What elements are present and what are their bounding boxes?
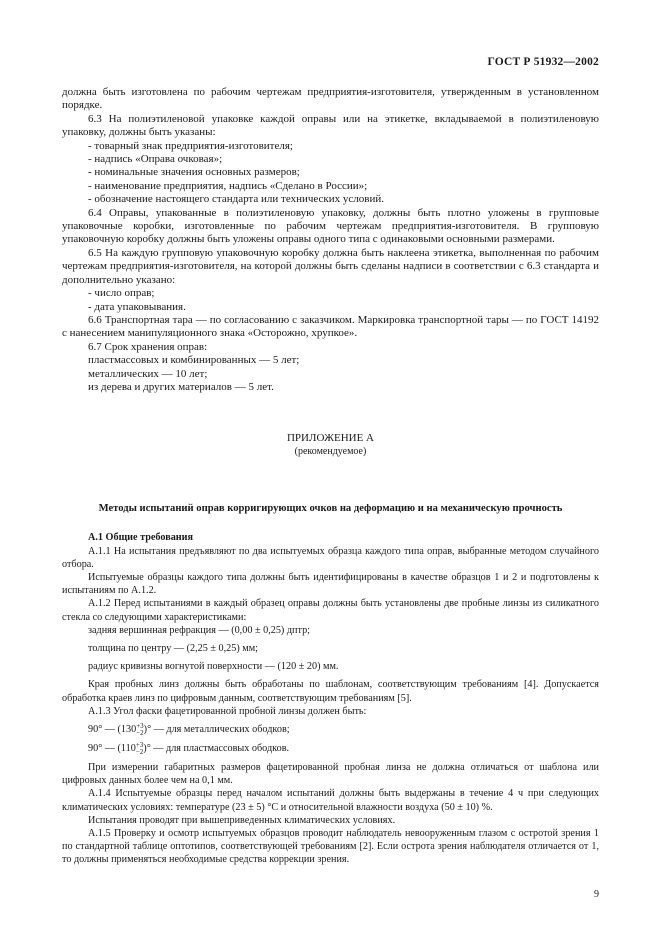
tolerance-upper: +3 (135, 740, 144, 749)
paragraph-6-7: 6.7 Срок хранения оправ: (88, 340, 208, 353)
angle-metal (62, 723, 599, 737)
paragraph-a-1-5: А.1.5 Проверку и осмотр испытуемых образцов проводит наблюдатель невооруженным глазом с остротой зрения 1 по стандартной таблице оптотипов, соответствующей требованиям [2]. Если острота зрения наблюдателя отличается от 1, то должны применяться необходимые средства коррекции зрения. (62, 828, 599, 866)
paragraph-edges: Края пробных линз должны быть обработаны по шаблонам, соответствующим требованиям [4]. Допускается обработка краев линз по цифровым данным, соответствующим требованиям [5]. (62, 679, 599, 704)
paragraph-6-3: 6.3 На полиэтиленовой упаковке каждой оправы или на этикетке, вкладываемой в полиэтиленовую упаковку, должны быть указаны: (62, 112, 599, 139)
section-title: А.1 Общие требования (88, 532, 194, 544)
paragraph-a-1-1: А.1.1 На испытания предъявляют по два испытуемых образца каждого типа оправ, выбранные методом случайного отбора. (62, 545, 599, 570)
list-item: - число оправ; (88, 287, 155, 300)
angle-plastic (62, 742, 599, 756)
paragraph-a-1-1-b: Испытуемые образцы каждого типа должны быть идентифицированы в качестве образцов 1 и 2 и подготовлены к испытаниям по А.1.2. (62, 571, 599, 597)
paragraph-a-1-4-b: Испытания проводят при вышеприведенных климатических условиях. (88, 814, 396, 826)
tolerance (136, 723, 143, 737)
characteristic-item: задняя вершинная рефракция — (0,00 ± 0,25) дптр; (88, 624, 311, 636)
angle-value: 90° — (130 (88, 723, 137, 735)
main-text (62, 86, 599, 867)
list-item: - наименование предприятия, надпись «Сделано в России»; (88, 179, 368, 192)
characteristic-item: радиус кривизны вогнутой поверхности — (120 ± 20) мм. (88, 661, 339, 673)
tolerance-upper: +3 (136, 721, 144, 730)
document-code-header: ГОСТ Р 51932—2002 (487, 56, 599, 68)
paragraph-a-1-4: А.1.4 Испытуемые образцы перед началом испытаний должны быть выдержаны в течение 4 ч при следующих климатических условиях: температуре (23 ± 5) °С и относительной влажности воздуха (50 ± 10) %. (62, 788, 599, 813)
angle-description: )° — для пластмассовых ободков. (143, 742, 290, 754)
angle-description: )° — для металлических ободков; (143, 723, 290, 735)
list-item: - обозначение настоящего стандарта или технических условий. (88, 193, 384, 206)
paragraph-6-4: 6.4 Оправы, упакованные в полиэтиленовую упаковку, должны быть плотно уложены в групповые упаковочные коробки, изготовленные по рабочим чертежам предприятия-изготовителя. В групповую упаковочную коробку должны быть уложены оправы одного типа с одинаковыми основными размерами. (62, 206, 599, 246)
angle-value: 90° — (110 (88, 742, 136, 754)
paragraph-a-1-3: А.1.3 Угол фаски фацетированной пробной линзы должен быть: (88, 705, 367, 717)
page-number: 9 (594, 889, 599, 900)
tolerance-lower: −2 (135, 747, 144, 756)
list-item: - номинальные значения основных размеров; (88, 166, 300, 179)
appendix-subtitle: (рекомендуемое) (294, 446, 367, 458)
paragraph-6-6: 6.6 Транспортная тара — по согласованию с заказчиком. Маркировка транспортной тары — по ГОСТ 14192 с нанесением манипуляционного знака «Осторожно, хрупкое». (62, 313, 599, 340)
list-item: - дата упаковывания. (88, 300, 186, 313)
characteristic-item: толщина по центру — (2,25 ± 0,25) мм; (88, 642, 259, 654)
list-item: из дерева и других материалов — 5 лет. (88, 380, 274, 393)
list-item: металлических — 10 лет; (88, 367, 208, 380)
list-item: - надпись «Оправа очковая»; (88, 153, 223, 166)
section-a1 (62, 531, 599, 866)
paragraph-a-1-2: А.1.2 Перед испытаниями в каждый образец оправы должны быть установлены две пробные линзы из силикатного стекла со следующими характеристиками: (62, 598, 599, 623)
list-item: пластмассовых и комбинированных — 5 лет; (88, 354, 300, 367)
tolerance-lower: −2 (136, 728, 144, 737)
appendix-heading (62, 432, 599, 458)
methods-title: Методы испытаний оправ корригирующих очков на деформацию и на механическую прочность (98, 503, 563, 515)
paragraph-6-5: 6.5 На каждую групповую упаковочную коробку должна быть наклеена этикетка, выполненная по рабочим чертежам предприятия-изготовителя, на которой должны быть сделаны надписи в соответствии с 6.3 стандарта и дополнительно указано: (62, 246, 599, 286)
paragraph-continuation: должна быть изготовлена по рабочим чертежам предприятия-изготовителя, утвержденным в установленном порядке. (62, 86, 599, 112)
list-item: - товарный знак предприятия-изготовителя; (88, 139, 293, 152)
appendix-title: ПРИЛОЖЕНИЕ А (286, 432, 374, 445)
paragraph-measure: При измерении габаритных размеров фацетированной пробная линза не должна отличаться от шаблона или цифровых данных более чем на 0,1 мм. (62, 761, 599, 787)
